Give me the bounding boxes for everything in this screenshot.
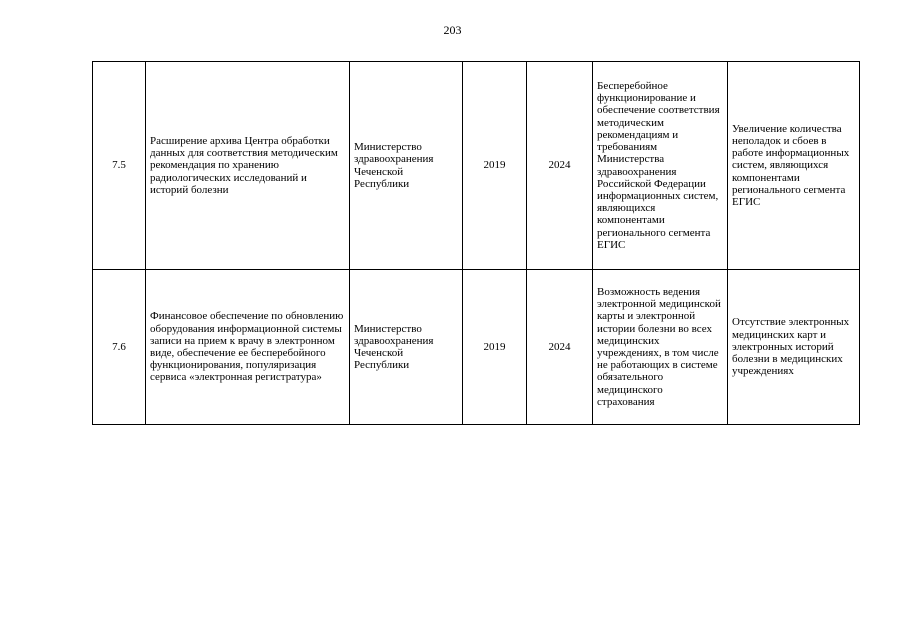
event-description: Финансовое обеспечение по обновлению оборудования информационной системы записи на прием к врачу в электронном виде, обеспечение ее бесперебойного функционирования, популяризация сервиса «электронная регистратура»	[146, 270, 350, 425]
event-description: Расширение архива Центра обработки данных для соответствия методическим рекомендация по хранению радиологических исследований и историй болезни	[146, 62, 350, 270]
risk-consequence: Отсутствие электронных медицинских карт и электронных историй болезни в медицинских учреждениях	[728, 270, 860, 425]
page-number: 203	[443, 23, 462, 37]
risk-consequence: Увеличение количества неполадок и сбоев в работе информационных систем, являющихся компонентами регионального сегмента ЕГИС	[728, 62, 860, 270]
expected-result: Бесперебойное функционирование и обеспечение соответствия методическим рекомендациям и требованиям Министерства здравоохранения Российской Федерации информационных систем, являющихся компонентами регионального сегмента ЕГИС	[593, 62, 728, 270]
table-row	[93, 270, 860, 425]
end-year: 2024	[527, 270, 593, 425]
row-number: 7.5	[93, 62, 146, 270]
expected-result: Возможность ведения электронной медицинской карты и электронной истории болезни во всех медицинских учреждениях, в том числе не работающих в системе обязательного медицинского страхования	[593, 270, 728, 425]
table-row	[93, 62, 860, 270]
executor: Министерство здравоохранения Чеченской Республики	[350, 62, 463, 270]
end-year: 2024	[527, 62, 593, 270]
start-year: 2019	[463, 62, 527, 270]
start-year: 2019	[463, 270, 527, 425]
executor: Министерство здравоохранения Чеченской Республики	[350, 270, 463, 425]
row-number: 7.6	[93, 270, 146, 425]
measures-table	[92, 61, 860, 425]
